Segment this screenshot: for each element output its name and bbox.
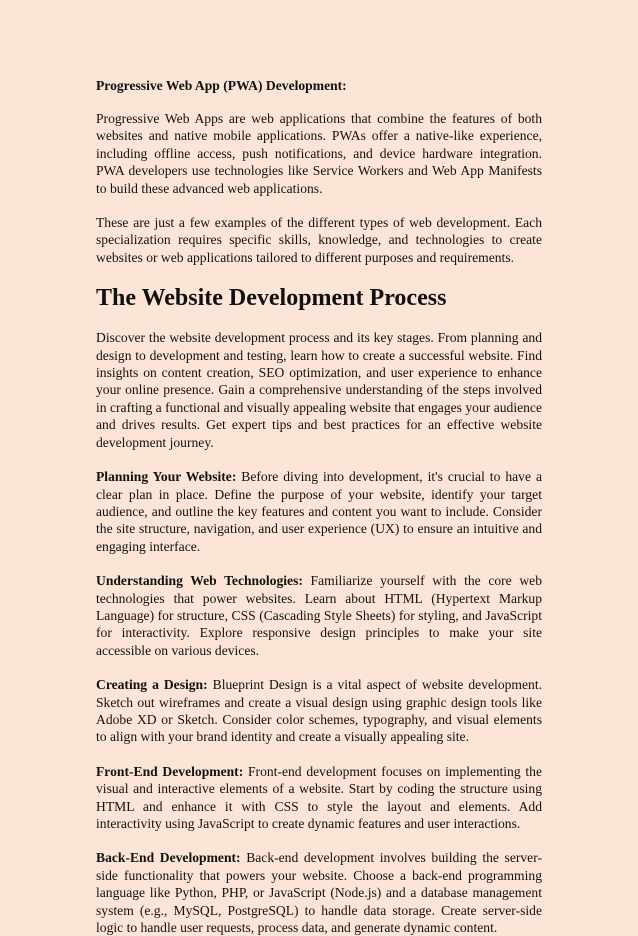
section-back-end xyxy=(96,849,542,936)
section-label: Back-End Development: xyxy=(96,850,241,866)
section-text: Back-end development involves building the server-side functionality that powers your website. Choose a back-end programming language like Python, PHP, or JavaScript (Node.js) and a database management system (e.g., MySQL, PostgreSQL) to handle data storage. Create server-side logic to handle user requests, process data, and generate dynamic content. xyxy=(96,850,543,936)
section-design xyxy=(96,676,542,746)
section-planning xyxy=(96,468,542,555)
pwa-paragraph: Progressive Web Apps are web applications that combine the features of both websites and native mobile applications. PWAs offer a native-like experience, including offline access, push notifications, and device hardware integration. PWA developers use technologies like Service Workers and Web App Manifests to build these advanced web applications. xyxy=(96,111,542,196)
section-text: Front-end development focuses on implementing the visual and interactive elements of a website. Start by coding the structure using HTML and enhance it with CSS to style the layout and elements. Add interactivity using JavaScript to create dynamic features and user interactions. xyxy=(96,763,543,831)
pwa-heading: Progressive Web App (PWA) Development: xyxy=(96,78,347,93)
section-label: Creating a Design: xyxy=(96,677,208,693)
section-front-end xyxy=(96,763,542,833)
page-title: The Website Development Process xyxy=(96,285,447,312)
section-web-technologies xyxy=(96,572,542,659)
section-text: Before diving into development, it's crucial to have a clear plan in place. Define the purpose of your website, identify your target audience, and outline the key features and content you want to include. Consider the site structure, navigation, and user experience (UX) to ensure an intuitive and engaging interface. xyxy=(96,469,542,554)
section-label: Front-End Development: xyxy=(96,763,244,779)
examples-paragraph: These are just a few examples of the different types of web development. Each specialization requires specific skills, knowledge, and technologies to create websites or web applications tailored to different purposes and requirements. xyxy=(96,215,542,265)
section-text: Familiarize yourself with the core web technologies that power websites. Learn about HTML (Hypertext Markup Language) for structure, CSS (Cascading Style Sheets) for styling, and JavaScript for interactivity. Explore responsive design principles to make your site accessible on various devices. xyxy=(96,573,542,658)
section-label: Understanding Web Technologies: xyxy=(96,573,303,589)
section-label: Planning Your Website: xyxy=(96,469,237,485)
intro-paragraph: Discover the website development process and its key stages. From planning and design to development and testing, learn how to create a successful website. Find insights on content creation, SEO optimization, and user experience to enhance your online presence. Gain a comprehensive understanding of the steps involved in crafting a functional and visually appealing website that engages your audience and drives results. Get expert tips and best practices for an effective website development journey. xyxy=(96,330,542,450)
section-text: Blueprint Design is a vital aspect of website development. Sketch out wireframes and create a visual design using graphic design tools like Adobe XD or Sketch. Consider color schemes, typography, and visual elements to align with your brand identity and create a visually appealing site. xyxy=(96,677,542,745)
